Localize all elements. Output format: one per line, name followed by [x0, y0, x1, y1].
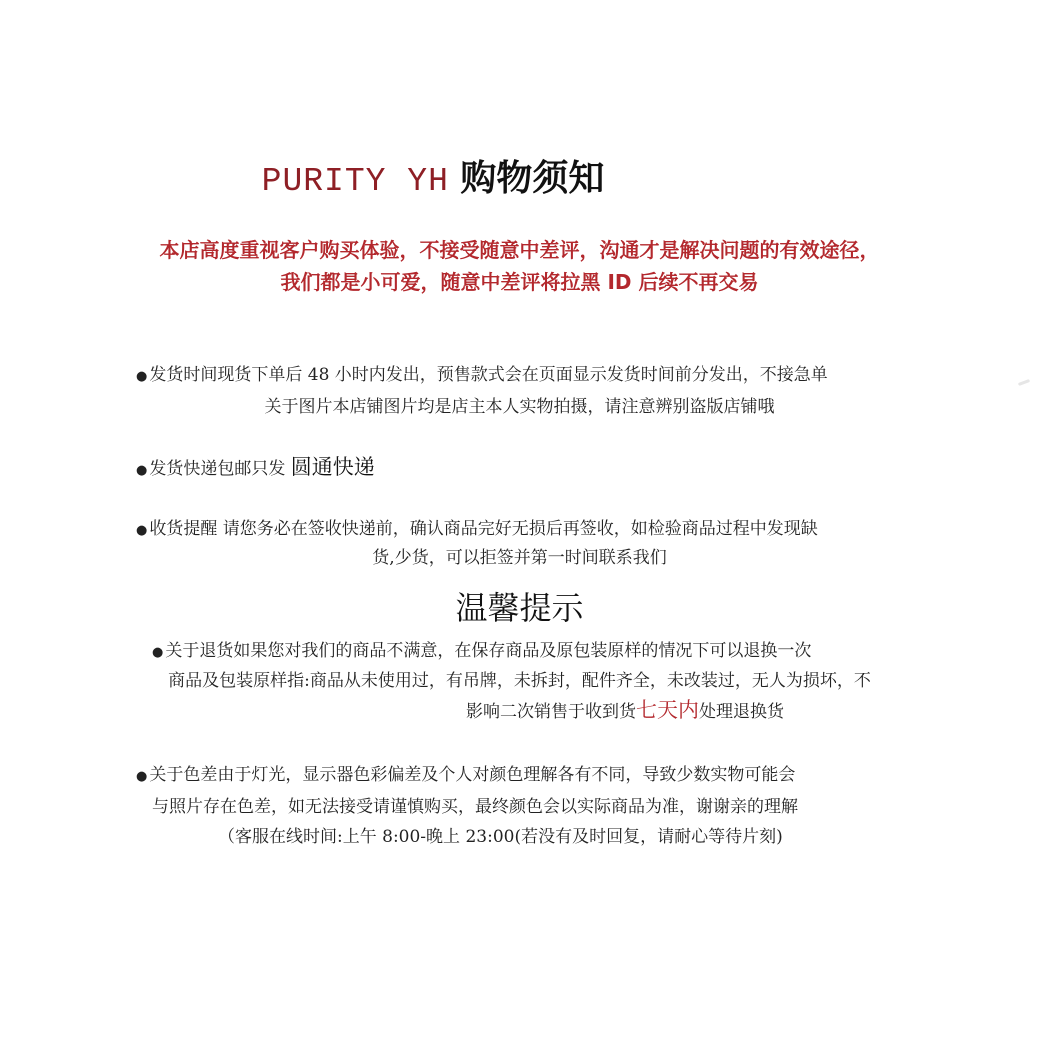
courier-name: 圆通快递 [290, 455, 375, 479]
returns-line-1: ● 关于退货如果您对我们的商品不满意，在保存商品及原包装原样的情况下可以退换一次 [152, 641, 812, 661]
bullet-icon: ● [136, 523, 148, 538]
receipt-line-2: 货,少货，可以拒签并第一时间联系我们 [372, 548, 667, 568]
courier-line [136, 451, 375, 481]
notice-line-1: 本店高度重视客户购买体验，不接受随意中差评，沟通才是解决问题的有效途径， [159, 238, 880, 262]
service-hours: （客服在线时间:上午 8:00-晚上 23:00(若没有及时回复，请耐心等待片刻) [218, 827, 783, 847]
color-line-2: 与照片存在色差，如无法接受请谨慎购买，最终颜色会以实际商品为准，谢谢亲的理解 [152, 797, 798, 817]
courier-label: 发货快递包邮只发 [149, 459, 286, 479]
bullet-icon: ● [136, 769, 148, 784]
returns-line-2: 商品及包装原样指:商品从未使用过，有吊牌，未拆封，配件齐全，未改装过，无人为损坏，不 [168, 671, 871, 691]
shipping-line-2: 关于图片本店铺图片均是店主本人实物拍摄，请注意辨别盗版店铺哦 [264, 397, 775, 417]
notice-line-2: 我们都是小可爱，随意中差评将拉黑 ID 后续不再交易 [280, 270, 759, 294]
page-title [0, 150, 866, 201]
shipping-line-1: ● 发货时间现货下单后 48 小时内发出，预售款式会在页面显示发货时间前分发出，不接急单 [136, 365, 828, 385]
bullet-icon: ● [152, 645, 164, 660]
scan-artifact [1018, 379, 1030, 386]
returns-line-3: 影响二次销售于收到货七天内处理退换货 [466, 698, 784, 722]
bullet-icon: ● [136, 369, 148, 384]
seven-days-highlight: 七天内 [636, 698, 699, 722]
receipt-line-1: ● 收货提醒 请您务必在签收快递前，确认商品完好无损后再签收，如检验商品过程中发现缺 [136, 519, 818, 539]
title-text: 购物须知 [460, 158, 605, 199]
brand-name: PURITY YH [261, 163, 449, 200]
tips-heading: 温馨提示 [455, 589, 584, 627]
color-line-1: ● 关于色差由于灯光，显示器色彩偏差及个人对颜色理解各有不同，导致少数实物可能会 [136, 765, 796, 785]
bullet-icon: ● [136, 463, 148, 478]
